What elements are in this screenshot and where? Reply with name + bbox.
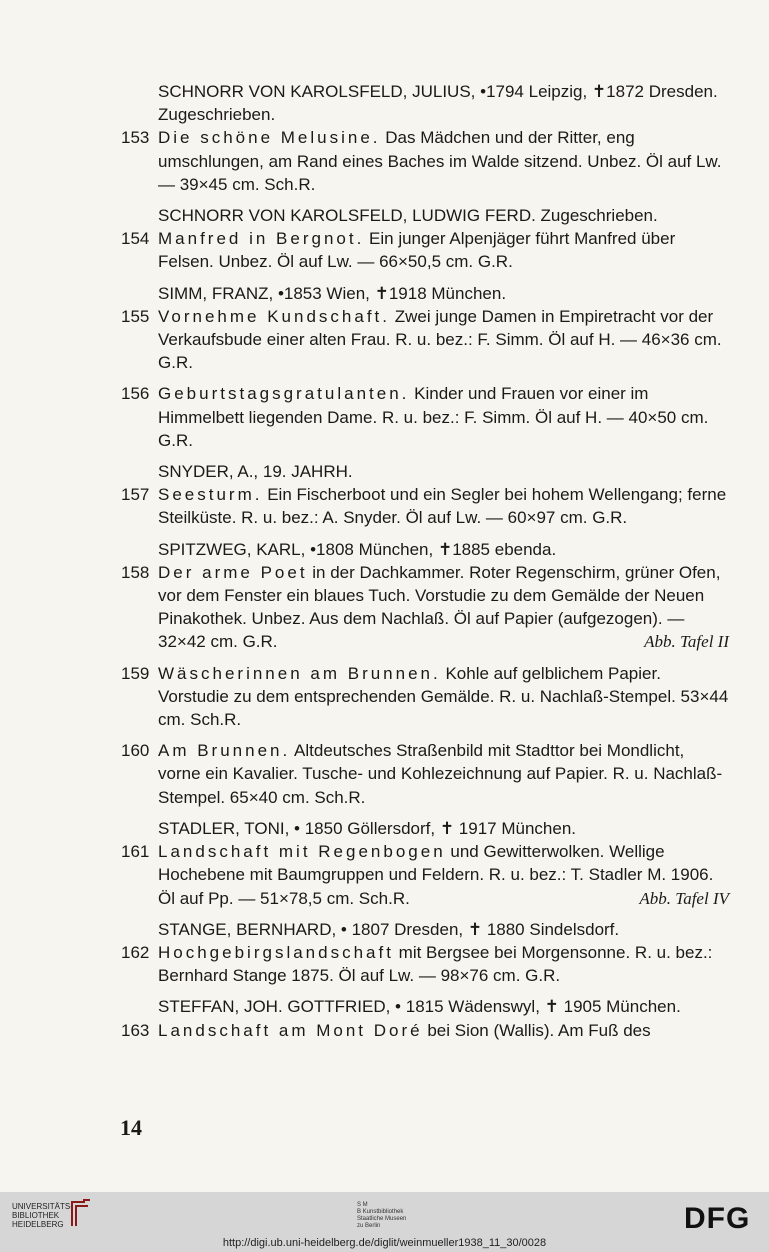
source-url[interactable]: http://digi.ub.uni-heidelberg.de/diglit/weinmueller1938_11_30/0028: [222, 1237, 547, 1249]
entry-title: Geburtstagsgratulanten.: [158, 384, 410, 404]
library-logo[interactable]: UNIVERSITÄTS- BIBLIOTHEK HEIDELBERG: [12, 1202, 73, 1229]
entry-description: Zwei junge Damen in Empiretracht vor der Verkaufsbude einer alten Frau. R. u. bez.: F. Simm. Öl auf H. — 46×36 cm. G.R.: [158, 306, 722, 373]
entry-title: Landschaft am Mont Doré: [158, 1020, 423, 1040]
catalog-entry: [121, 227, 729, 273]
entry-title: Der arme Poet: [158, 562, 308, 582]
entry-number: 153: [121, 128, 150, 148]
entry-title: Landschaft mit Regenbogen: [158, 842, 446, 862]
dfg-logo[interactable]: DFG: [684, 1202, 751, 1235]
entry-title: Seesturm.: [158, 485, 263, 505]
entry-description: bei Sion (Wallis). Am Fuß des: [422, 1020, 651, 1040]
entry-description: Altdeutsches Straßenbild mit Stadttor bei Mondlicht, vorne ein Kavalier. Tusche- und Kohlezeichnung auf Papier. R. u. Nachlaß-Stempel. 65×40 cm. Sch.R.: [158, 741, 723, 807]
entry-title: Hochgebirgslandschaft: [158, 942, 394, 962]
entry-description: Kohle auf gelblichem Papier. Vorstudie zu dem entsprechenden Gemälde. R. u. Nachlaß-Stempel. 53×44 cm. Sch.R.: [158, 663, 729, 730]
entry-title: Die schöne Melusine.: [158, 128, 381, 148]
kunstbibliothek-logo[interactable]: S M B Kunstbibliothek Staatliche Museen zu Berlin: [357, 1202, 407, 1229]
artist-header: STANGE, BERNHARD, • 1807 Dresden, ✝ 1880 Sindelsdorf.: [158, 919, 620, 939]
entry-description: mit Bergsee bei Morgensonne. R. u. bez.: Bernhard Stange 1875. Öl auf Lw. — 98×76 cm. G.R.: [158, 942, 713, 986]
entry-number: 160: [121, 741, 150, 761]
entry-number: 162: [121, 942, 150, 962]
artist-header: SPITZWEG, KARL, •1808 München, ✝1885 ebenda.: [158, 539, 557, 559]
entry-title: Manfred in Bergnot.: [158, 229, 365, 249]
entry-description: Kinder und Frauen vor einer im Himmelbett liegenden Dame. R. u. bez.: F. Simm. Öl auf H. — 40×50 cm. G.R.: [158, 384, 709, 450]
artist-header: STADLER, TONI, • 1850 Göllersdorf, ✝ 1917 München.: [158, 818, 577, 838]
plate-reference: Abb. Tafel II: [644, 632, 729, 652]
entry-number: 155: [121, 306, 150, 326]
artist-header: SCHNORR VON KAROLSFELD, JULIUS, •1794 Leipzig, ✝1872 Dresden. Zugeschrieben.: [158, 82, 718, 125]
viewer-footer: [0, 1192, 769, 1252]
entry-description: und Gewitterwolken. Wellige Hochebene mit Baumgruppen und Feldern. R. u. bez.: T. Stadler M. 1906. Öl auf Pp. — 51×78,5 cm. Sch.R.: [158, 842, 714, 908]
entry-number: 159: [121, 663, 150, 683]
catalog-entry: [121, 941, 729, 987]
entry-number: 163: [121, 1020, 150, 1040]
entry-description: Ein Fischerboot und ein Segler bei hohem Wellengang; ferne Steilküste. R. u. bez.: A. Snyder. Öl auf Lw. — 60×97 cm. G.R.: [158, 485, 727, 528]
artist-header: SNYDER, A., 19. JAHRH.: [158, 462, 353, 482]
catalog-entry: [121, 739, 729, 809]
catalog-entry: [121, 561, 729, 654]
entry-title: Am Brunnen.: [158, 741, 291, 761]
entry-description: Das Mädchen und der Ritter, eng umschlungen, am Rand eines Baches im Walde sitzend. Unbez. Öl auf Lw. — 39×45 cm. Sch.R.: [158, 128, 722, 194]
catalog-entry: [121, 483, 729, 529]
entry-number: 154: [121, 229, 150, 249]
library-logo-icon: [70, 1198, 92, 1228]
entry-description: in der Dachkammer. Roter Regenschirm, grüner Ofen, vor dem Fenster ein blaues Tuch. Vorstudie zu dem Gemälde der Neuen Pinakothek. Unbez. Aus dem Nachlaß. Öl auf Papier (aufgezogen). — 32×42 cm. G.R.: [158, 562, 721, 652]
entry-number: 161: [121, 842, 150, 862]
artist-header: SIMM, FRANZ, •1853 Wien, ✝1918 München.: [158, 283, 507, 303]
catalog-entry: [121, 840, 729, 910]
catalog-entry: [121, 662, 729, 732]
artist-header: STEFFAN, JOH. GOTTFRIED, • 1815 Wädenswyl, ✝ 1905 München.: [158, 997, 681, 1017]
catalog-text: [121, 80, 729, 1050]
catalog-entry: [121, 382, 729, 452]
entry-title: Wäscherinnen am Brunnen.: [158, 663, 441, 683]
catalog-entry: [121, 126, 729, 196]
entry-number: 158: [121, 562, 150, 582]
entry-number: 157: [121, 485, 150, 505]
plate-reference: Abb. Tafel IV: [639, 888, 729, 908]
artist-header: SCHNORR VON KAROLSFELD, LUDWIG FERD. Zugeschrieben.: [158, 206, 658, 226]
catalog-entry: [121, 305, 729, 375]
entry-title: Vornehme Kundschaft.: [158, 306, 391, 326]
entry-description: Ein junger Alpenjäger führt Manfred über Felsen. Unbez. Öl auf Lw. — 66×50,5 cm. G.R.: [158, 229, 676, 272]
page-number: 14: [120, 1115, 142, 1140]
entry-number: 156: [121, 384, 150, 404]
catalog-entry: [121, 1019, 729, 1042]
